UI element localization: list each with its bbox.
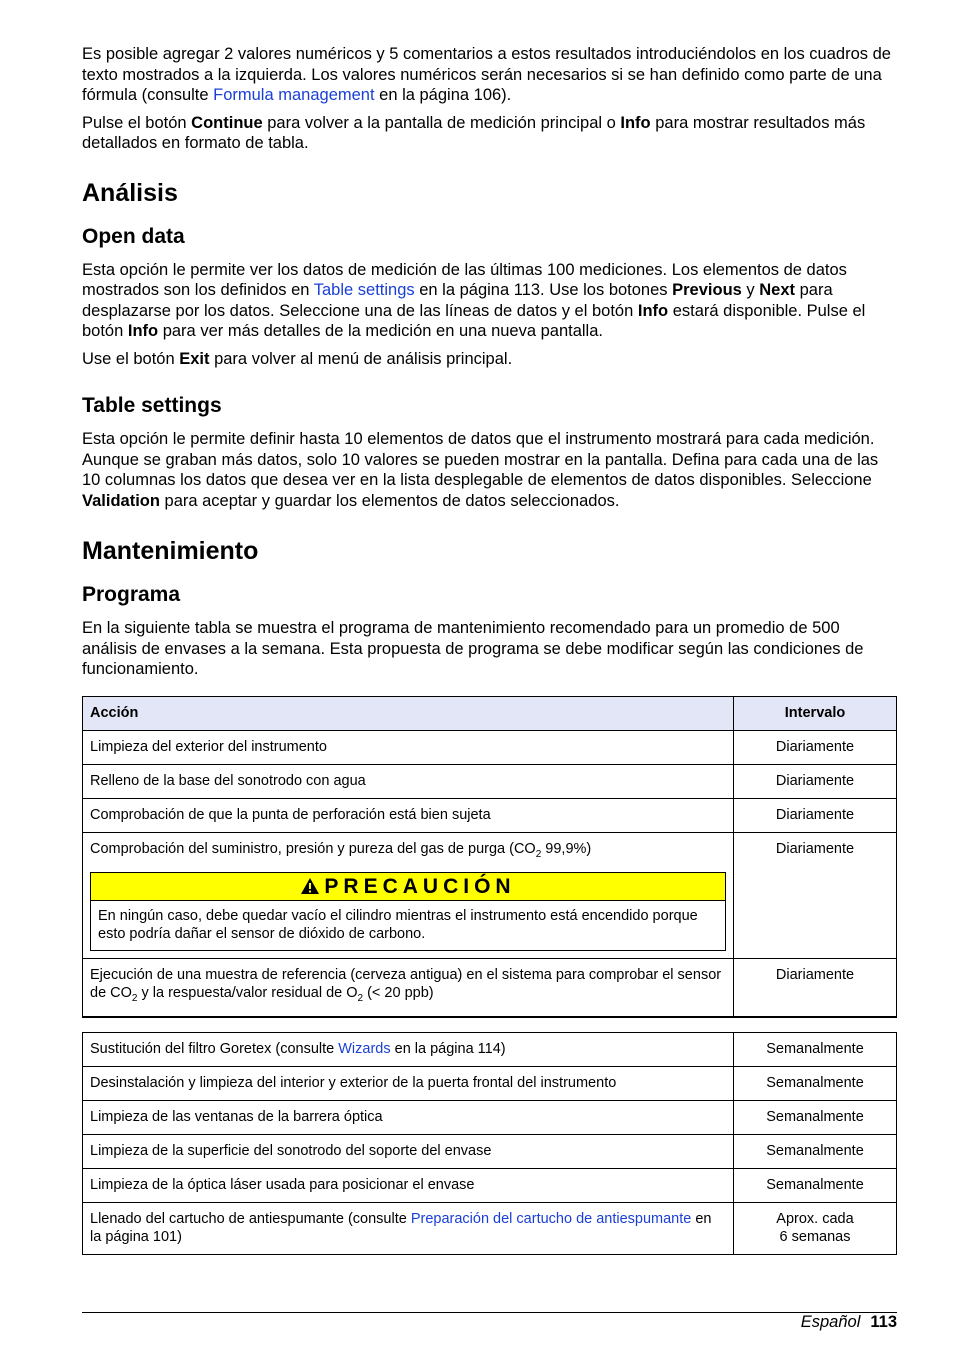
text: (< 20 ppb) (363, 985, 434, 1002)
text: en la página 113. Use los botones (414, 281, 673, 299)
text: Esta opción le permite definir hasta 10 elementos de datos que el instrumento mostrará para cada medición. Aunque se graban más datos, solo 10 valores se pueden mostrar en la pantalla. Defina para cada una de las 10 columnas los datos que desea ver en la lista desplegable de elementos de datos disponibles. Seleccione (82, 430, 879, 489)
caution-text: En ningún caso, debe quedar vacío el cilindro mientras el instrumento está encendido porque esto podría dañar el sensor de dióxido de carbono. (98, 908, 698, 943)
header-action: Acción (83, 696, 734, 730)
page-footer (801, 1311, 897, 1333)
action-cell: Limpieza de las ventanas de la barrera óptica (83, 1101, 734, 1135)
table-row (83, 959, 897, 1017)
table-row (83, 764, 897, 798)
text: Use el botón (82, 349, 180, 368)
text: para desplazarse por los datos. Seleccione una de las líneas de datos y el botón (82, 281, 833, 320)
table-header-row (83, 696, 897, 730)
interval-cell: Diariamente (734, 798, 897, 832)
separator-cell (83, 1017, 897, 1033)
caution-title: PRECAUCIÓN (324, 875, 516, 899)
table-row (83, 1203, 897, 1255)
open-data-paragraph-1 (82, 260, 897, 342)
interval-cell: Semanalmente (734, 1169, 897, 1203)
text: para volver a la pantalla de medición principal o (262, 113, 621, 132)
interval-cell: Diariamente (734, 764, 897, 798)
text: en la página 106). (374, 86, 512, 104)
text: 99,9%) (541, 840, 592, 857)
interval-cell: Diariamente (734, 832, 897, 959)
subscript: 2 (535, 848, 542, 860)
text: en la página 101) (90, 1211, 712, 1246)
page-number: 113 (870, 1313, 897, 1331)
text: para aceptar y guardar los elementos de datos seleccionados. (159, 491, 620, 510)
link-table-settings[interactable]: Table settings (313, 281, 415, 299)
link-formula-management[interactable]: Formula management (213, 86, 375, 104)
interval-cell: Diariamente (734, 730, 897, 764)
link-preparacion-cartucho[interactable]: Preparación del cartucho de antiespumante (410, 1211, 692, 1228)
heading-programa: Programa (82, 583, 181, 606)
text: Ejecución de una muestra de referencia (cerveza antigua) en el sistema para comprobar el sensor de CO (90, 967, 722, 1002)
text: Es posible agregar 2 valores numéricos y 5 comentarios a estos resultados introduciéndolos en los cuadros de texto mostrados a la izquierda. Los valores numéricos serán necesarios si se han definido como parte de una fórmula (consulte (82, 45, 891, 104)
table-row (83, 832, 897, 959)
heading-mantenimiento: Mantenimiento (82, 537, 259, 565)
bold-term: Continue (191, 113, 263, 132)
text: estará disponible. Pulse el botón (82, 301, 866, 340)
header-interval: Intervalo (734, 696, 897, 730)
bold-term: Info (620, 113, 651, 132)
bold-term: Next (759, 281, 796, 299)
intro-paragraph-2 (82, 113, 897, 154)
table-separator (83, 1017, 897, 1033)
bold-term: Info (637, 301, 669, 320)
text: para mostrar resultados más detallados en formato de tabla. (82, 113, 866, 152)
action-cell: Relleno de la base del sonotrodo con agua (83, 764, 734, 798)
interval-cell: Semanalmente (734, 1101, 897, 1135)
action-cell: Desinstalación y limpieza del interior y exterior de la puerta frontal del instrumento (83, 1067, 734, 1101)
footer-language: Español (800, 1313, 861, 1331)
action-cell: Limpieza de la óptica láser usada para posicionar el envase (83, 1169, 734, 1203)
page-content (82, 44, 897, 1255)
action-cell: Comprobación de que la punta de perforación está bien sujeta (83, 798, 734, 832)
link-wizards[interactable]: Wizards (338, 1041, 391, 1058)
open-data-paragraph-2 (82, 349, 897, 370)
table-row (83, 730, 897, 764)
interval-cell: Semanalmente (734, 1033, 897, 1067)
text: Esta opción le permite ver los datos de medición de las últimas 100 mediciones. Los elementos de datos mostrados son los definidos en (82, 260, 847, 299)
table-settings-paragraph (82, 429, 897, 511)
action-cell (83, 1203, 734, 1255)
footer-rule (82, 1312, 897, 1313)
interval-cell: Semanalmente (734, 1135, 897, 1169)
text: Pulse el botón (82, 113, 192, 132)
table-row (83, 1135, 897, 1169)
table-row (83, 798, 897, 832)
table-row (83, 1101, 897, 1135)
interval-cell (734, 1203, 897, 1255)
action-cell: Limpieza de la superficie del sonotrodo del soporte del envase (83, 1135, 734, 1169)
subscript: 2 (131, 993, 138, 1005)
bold-term: Previous (672, 281, 742, 299)
text: en la página 114) (390, 1041, 506, 1058)
heading-analisis: Análisis (82, 178, 178, 207)
interval-cell: Semanalmente (734, 1067, 897, 1101)
gas-check-text (90, 840, 726, 864)
action-cell (83, 1033, 734, 1067)
table-row (83, 1169, 897, 1203)
text: y (741, 281, 760, 299)
action-cell (83, 959, 734, 1017)
text: y la respuesta/valor residual de O (137, 985, 358, 1002)
table-row (83, 1033, 897, 1067)
bold-term: Validation (82, 491, 160, 510)
heading-table-settings: Table settings (82, 394, 222, 417)
text: Comprobación del suministro, presión y pureza del gas de purga (CO (90, 840, 536, 857)
maintenance-table (82, 696, 897, 1256)
interval-line: 6 semanas (779, 1229, 851, 1246)
intro-paragraph-1 (82, 44, 897, 106)
text: Sustitución del filtro Goretex (consulte (90, 1041, 339, 1058)
subscript: 2 (357, 993, 364, 1005)
caution-box (90, 872, 726, 951)
bold-term: Exit (179, 349, 210, 368)
warning-icon (300, 877, 320, 895)
heading-open-data: Open data (82, 224, 185, 248)
text: Llenado del cartucho de antiespumante (consulte (90, 1211, 411, 1228)
text: para volver al menú de análisis principal. (209, 349, 513, 368)
caution-header (91, 873, 725, 901)
action-cell: Limpieza del exterior del instrumento (83, 730, 734, 764)
table-row (83, 1067, 897, 1101)
bold-term: Info (127, 322, 159, 340)
text: para ver más detalles de la medición en una nueva pantalla. (158, 322, 603, 340)
action-cell (83, 832, 734, 959)
programa-paragraph: En la siguiente tabla se muestra el programa de mantenimiento recomendado para un promedio de 500 análisis de envases a la semana. Esta propuesta de programa se debe modificar según las condiciones de funcionamiento. (82, 619, 864, 678)
interval-line: Aprox. cada (776, 1211, 854, 1228)
interval-cell: Diariamente (734, 959, 897, 1017)
